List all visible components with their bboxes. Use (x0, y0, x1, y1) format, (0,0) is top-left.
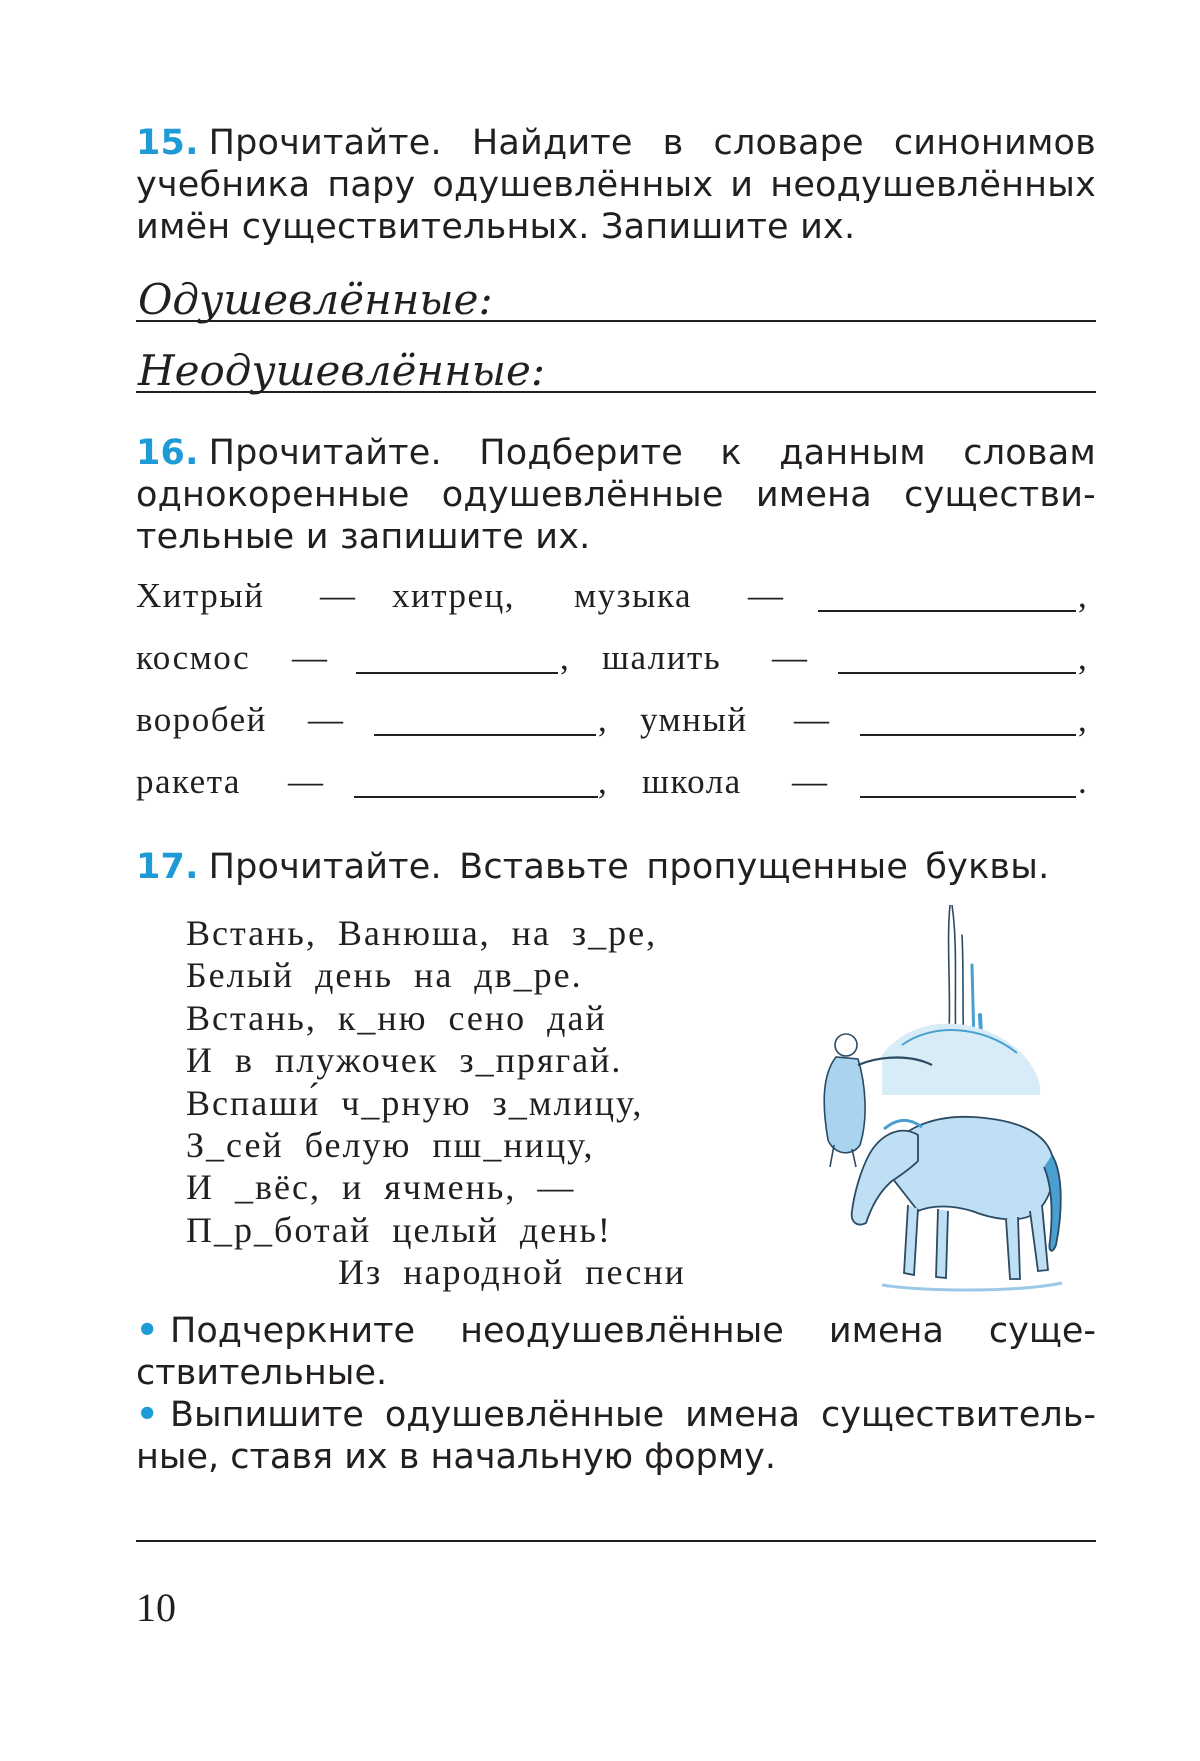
exercise-16-line-2: однокоренные одушевлённые имена существи- (136, 475, 1096, 515)
exercise-16-line-1: 16. Прочитайте. Подберите к данным словам (136, 433, 1096, 473)
word: космос (136, 638, 251, 677)
exercise-15-line-2: учебника пару одушевлённых и неодушевлённых (136, 165, 1096, 205)
answer-line-animate[interactable] (136, 252, 1096, 322)
dash: — (792, 762, 829, 801)
handwriting-animate-label: Одушевлённые: (138, 275, 493, 324)
word: шалить (602, 638, 722, 677)
poem (186, 912, 686, 1294)
exercise-15-number: 15. (136, 123, 199, 163)
punct: . (1078, 762, 1089, 801)
bullet-1-line-2: ствительные. (136, 1353, 388, 1393)
answer-blank[interactable] (818, 610, 1076, 612)
exercise-15 (136, 122, 1096, 248)
poem-source: Из народной песни (338, 1252, 686, 1293)
exercise-17-line-1: 17. Прочитайте. Вставьте пропущенные буквы. (136, 847, 1050, 887)
poem-line: Встань, Ванюша, на з_ре, (186, 913, 658, 953)
exercise-16-line-3: тельные и запишите их. (136, 517, 591, 557)
exercise-15-line-3: имён существительных. Запишите их. (136, 207, 856, 247)
task-bullets (136, 1310, 1096, 1478)
bullet-dot: • (136, 1395, 159, 1435)
dash: — (320, 576, 357, 615)
punct: , (1078, 638, 1089, 677)
exercise-16 (136, 432, 1096, 558)
word-row-4 (136, 760, 1096, 810)
punct: , (560, 638, 571, 677)
bullet-dot: • (136, 1311, 159, 1351)
bullet-2-line-1: • Выпишите одушевлённые имена существитель- (136, 1395, 1096, 1435)
poem-line: Встань, к_ню сено дай (186, 997, 607, 1038)
poem-line: Белый день на дв_ре. (186, 955, 583, 996)
exercise-16-number: 16. (136, 433, 199, 473)
word: ракета (136, 762, 241, 801)
boy-and-horse-illustration (812, 905, 1072, 1305)
word: умный (640, 700, 748, 739)
word-row-3 (136, 698, 1096, 748)
exercise-15-line-1: 15. Прочитайте. Найдите в словаре синонимов (136, 123, 1096, 163)
exercise-17 (136, 846, 1096, 888)
word: музыка (574, 576, 692, 615)
dash: — (308, 700, 345, 739)
poem-line: З_сей белую пш_ницу, (186, 1125, 595, 1166)
dash: — (288, 762, 325, 801)
exercise-17-number: 17. (136, 847, 199, 887)
answer-blank[interactable] (356, 672, 558, 674)
word-row-1 (136, 574, 1096, 624)
answer-blank[interactable] (860, 796, 1076, 798)
dash: — (794, 700, 831, 739)
poem-line: И в плужочек з_прягай. (186, 1040, 623, 1081)
word: воробей (136, 700, 267, 739)
word: школа (642, 762, 742, 801)
page-number: 10 (136, 1585, 176, 1630)
bullet-2-line-2: ные, ставя их в начальную форму. (136, 1437, 776, 1477)
answer-blank[interactable] (838, 672, 1076, 674)
poem-line: П_р_ботай целый день! (186, 1209, 612, 1250)
punct: , (1078, 576, 1089, 615)
handwriting-inanimate-label: Неодушевлённые: (138, 346, 545, 395)
punct: , (598, 700, 609, 739)
bullet-1-line-1: • Подчеркните неодушевлённые имена суще- (136, 1311, 1096, 1351)
answer-blank[interactable] (860, 734, 1076, 736)
footer-rule (136, 1540, 1096, 1542)
punct: , (598, 762, 609, 801)
punct: , (1078, 700, 1089, 739)
dash: — (292, 638, 329, 677)
answer-blank[interactable] (354, 796, 598, 798)
word: Хитрый (136, 576, 265, 615)
dash: — (772, 638, 809, 677)
word-row-2 (136, 636, 1096, 686)
example-answer: хитрец, (392, 576, 515, 615)
poem-line: И _вёс, и ячмень, — (186, 1167, 576, 1208)
dash: — (748, 576, 785, 615)
poem-line: Вспаши́ ч_рную з_млицу, (186, 1082, 644, 1123)
answer-line-inanimate[interactable] (136, 323, 1096, 393)
answer-blank[interactable] (374, 734, 596, 736)
